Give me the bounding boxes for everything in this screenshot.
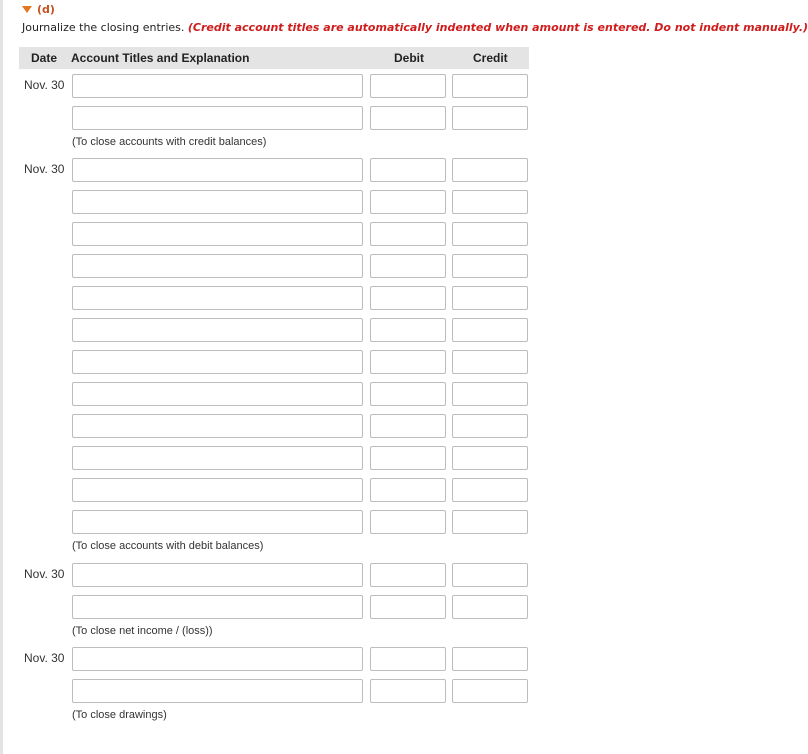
table-header [19, 47, 529, 69]
account-title-input[interactable] [72, 647, 363, 671]
entry-explanation: (To close drawings) [72, 709, 167, 721]
journal-row [0, 158, 533, 182]
credit-input[interactable] [452, 647, 528, 671]
account-title-input[interactable] [72, 595, 363, 619]
journal-row [0, 190, 533, 214]
account-title-input[interactable] [72, 414, 363, 438]
account-title-input[interactable] [72, 478, 363, 502]
credit-input[interactable] [452, 595, 528, 619]
debit-input[interactable] [370, 318, 446, 342]
instructions-text: Journalize the closing entries. [22, 21, 188, 34]
account-title-input[interactable] [72, 446, 363, 470]
credit-input[interactable] [452, 74, 528, 98]
debit-input[interactable] [370, 74, 446, 98]
journal-row [0, 446, 533, 470]
entry-explanation: (To close accounts with credit balances) [72, 136, 267, 148]
journal-row [0, 595, 533, 619]
header-account: Account Titles and Explanation [71, 51, 250, 65]
journal-row [0, 318, 533, 342]
credit-input[interactable] [452, 679, 528, 703]
instructions [22, 21, 808, 34]
journal-row [0, 510, 533, 534]
header-date: Date [31, 51, 58, 65]
account-title-input[interactable] [72, 286, 363, 310]
debit-input[interactable] [370, 563, 446, 587]
debit-input[interactable] [370, 478, 446, 502]
journal-row [0, 647, 533, 671]
credit-input[interactable] [452, 350, 528, 374]
section-label: (d) [37, 3, 55, 16]
instructions-emphasis: (Credit account titles are automatically indented when amount is entered. Do not indent manually.) [187, 21, 808, 34]
journal-row [0, 254, 533, 278]
account-title-input[interactable] [72, 318, 363, 342]
account-title-input[interactable] [72, 679, 363, 703]
account-title-input[interactable] [72, 254, 363, 278]
credit-input[interactable] [452, 286, 528, 310]
entry-date: Nov. 30 [24, 651, 65, 665]
journal-row [0, 382, 533, 406]
entry-explanation: (To close net income / (loss)) [72, 625, 213, 637]
journal-row [0, 286, 533, 310]
section-header [22, 3, 55, 16]
debit-input[interactable] [370, 350, 446, 374]
journal-row [0, 74, 533, 98]
account-title-input[interactable] [72, 563, 363, 587]
credit-input[interactable] [452, 318, 528, 342]
debit-input[interactable] [370, 382, 446, 406]
debit-input[interactable] [370, 414, 446, 438]
debit-input[interactable] [370, 190, 446, 214]
debit-input[interactable] [370, 679, 446, 703]
entry-date: Nov. 30 [24, 78, 65, 92]
debit-input[interactable] [370, 106, 446, 130]
debit-input[interactable] [370, 446, 446, 470]
debit-input[interactable] [370, 595, 446, 619]
debit-input[interactable] [370, 647, 446, 671]
credit-input[interactable] [452, 222, 528, 246]
account-title-input[interactable] [72, 382, 363, 406]
account-title-input[interactable] [72, 350, 363, 374]
entry-date: Nov. 30 [24, 162, 65, 176]
debit-input[interactable] [370, 510, 446, 534]
entry-date: Nov. 30 [24, 567, 65, 581]
journal-row [0, 350, 533, 374]
credit-input[interactable] [452, 478, 528, 502]
credit-input[interactable] [452, 414, 528, 438]
credit-input[interactable] [452, 158, 528, 182]
debit-input[interactable] [370, 286, 446, 310]
credit-input[interactable] [452, 382, 528, 406]
credit-input[interactable] [452, 563, 528, 587]
journal-row [0, 679, 533, 703]
account-title-input[interactable] [72, 106, 363, 130]
account-title-input[interactable] [72, 190, 363, 214]
account-title-input[interactable] [72, 510, 363, 534]
credit-input[interactable] [452, 254, 528, 278]
journal-row [0, 414, 533, 438]
journal-row [0, 563, 533, 587]
section-toggle[interactable] [22, 3, 55, 16]
account-title-input[interactable] [72, 158, 363, 182]
account-title-input[interactable] [72, 222, 363, 246]
header-debit: Debit [394, 51, 424, 65]
debit-input[interactable] [370, 158, 446, 182]
entry-explanation: (To close accounts with debit balances) [72, 540, 264, 552]
account-title-input[interactable] [72, 74, 363, 98]
credit-input[interactable] [452, 106, 528, 130]
journal-row [0, 106, 533, 130]
debit-input[interactable] [370, 254, 446, 278]
header-credit: Credit [473, 51, 508, 65]
collapse-triangle-icon[interactable] [22, 6, 32, 13]
credit-input[interactable] [452, 190, 528, 214]
debit-input[interactable] [370, 222, 446, 246]
credit-input[interactable] [452, 510, 528, 534]
journal-row [0, 222, 533, 246]
journal-row [0, 478, 533, 502]
credit-input[interactable] [452, 446, 528, 470]
